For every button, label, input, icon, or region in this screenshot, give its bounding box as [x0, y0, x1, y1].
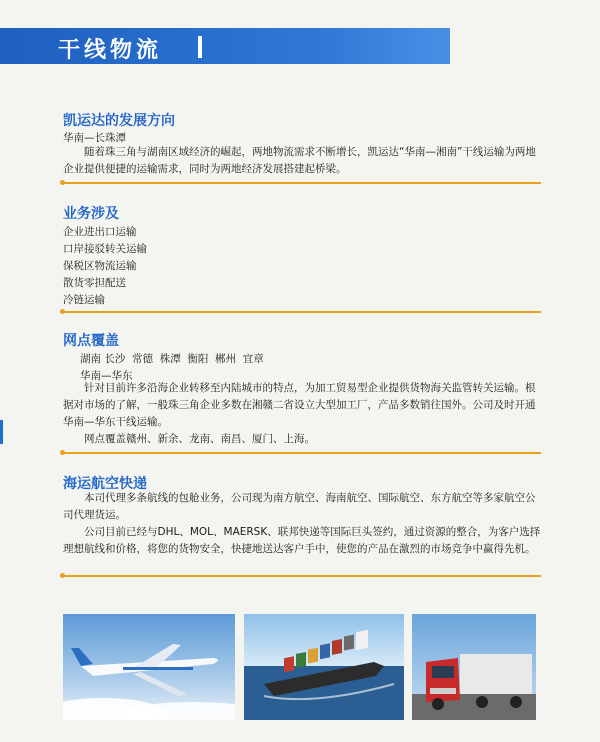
- section-heading-express: 海运航空快递: [63, 476, 147, 492]
- business-item: 散货零担配送: [63, 277, 126, 289]
- title-divider-bar: [198, 36, 202, 58]
- route-subtitle: 华南—长珠潭: [63, 132, 126, 144]
- section-heading-direction: 凯运达的发展方向: [63, 113, 175, 129]
- cargo-ship-photo: [244, 614, 404, 720]
- page-title: 干线物流: [58, 37, 163, 63]
- section-divider: [63, 182, 541, 184]
- airplane-photo: [63, 614, 235, 720]
- business-item: 保税区物流运输: [63, 260, 137, 272]
- network-cities: 湖南 长沙 常德 株潭 衡阳 郴州 宜章: [80, 353, 264, 365]
- route-subtitle: 华南—华东: [80, 370, 133, 382]
- business-item: 企业进出口运输: [63, 226, 137, 238]
- section-heading-business: 业务涉及: [63, 206, 119, 222]
- business-item: 冷链运输: [63, 294, 105, 306]
- section-heading-network: 网点覆盖: [63, 333, 119, 349]
- page-edge-mark: [0, 420, 3, 444]
- express-paragraph-1: 本司代理多条航线的包舱业务，公司现为南方航空、海南航空、国际航空、东方航空等多家航空公司代理货运。: [63, 492, 536, 521]
- section-divider: [63, 452, 541, 454]
- truck-photo: [412, 614, 536, 720]
- express-paragraph-2: 公司目前已经与DHL、MOL、MAERSK、联邦快递等国际巨头签约，通过资源的整合，为客户选择理想航线和价格，将您的货物安全，快捷地送达客户手中，使您的产品在激烈的市场竞争中赢得先机。: [63, 526, 541, 555]
- section-divider: [63, 575, 541, 577]
- business-item: 口岸接驳转关运输: [63, 243, 147, 255]
- section-divider: [63, 311, 541, 313]
- network-coverage: 网点覆盖赣州、新余、龙南、南昌、厦门、上海。: [84, 433, 315, 445]
- direction-paragraph: 随着珠三角与湖南区域经济的崛起，两地物流需求不断增长，凯运达“华南—湘南”干线运输为两地企业提供便捷的运输需求，同时为两地经济发展搭建起桥梁。: [63, 146, 536, 175]
- network-paragraph: 针对目前许多沿海企业转移至内陆城市的特点，为加工贸易型企业提供货物海关监管转关运输。根据对市场的了解，一般珠三角企业多数在湘赣二省设立大型加工厂，产品多数销往国外。公司及时开通华南—华东干线运输。: [63, 382, 536, 428]
